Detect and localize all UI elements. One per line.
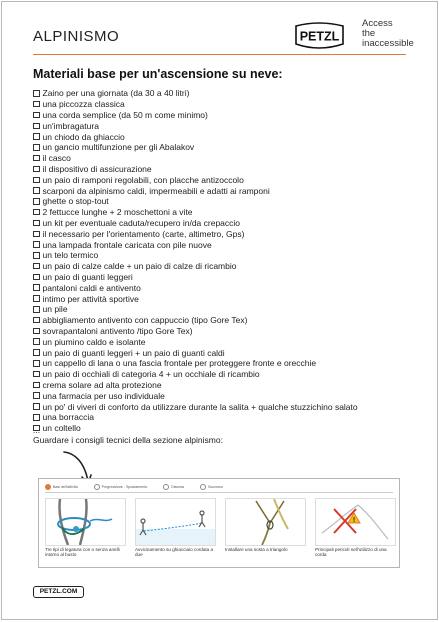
checklist-item (33, 120, 418, 131)
checkbox-icon[interactable] (33, 371, 40, 378)
checkbox-icon[interactable] (33, 198, 40, 205)
tab-progression[interactable] (94, 484, 148, 490)
checklist-item (33, 142, 418, 153)
tagline (362, 19, 432, 49)
checklist-item-label: un telo termico (42, 250, 99, 261)
checkbox-icon[interactable] (33, 101, 40, 108)
checkbox-icon[interactable] (33, 241, 40, 248)
checklist-item-label: il necessario per l'orientamento (carte, altimetro, Gps) (42, 228, 245, 239)
checkbox-icon[interactable] (33, 306, 40, 313)
checklist-item (33, 272, 418, 283)
technique-card-glacier[interactable] (135, 498, 216, 546)
checklist-item-label: sovrapantaloni antivento /tipo Gore Tex) (42, 325, 193, 336)
checklist-item-label: un paio di ramponi regolabili, con placche antizoccolo (42, 174, 244, 185)
tab-label: Basi dell'attività (53, 485, 78, 489)
checkbox-icon[interactable] (33, 166, 40, 173)
checkbox-icon[interactable] (33, 328, 40, 335)
checkbox-icon[interactable] (33, 338, 40, 345)
checkbox-icon[interactable] (33, 209, 40, 216)
checklist-item (33, 390, 418, 401)
checkbox-icon[interactable] (33, 263, 40, 270)
checklist-item (33, 185, 418, 196)
checklist-item (33, 207, 418, 218)
checklist-item (33, 88, 418, 99)
checklist-item-label: una borraccia (42, 412, 95, 423)
checklist-item-label: un po' di viveri di conforto da utilizzare durante la salita + qualche stuzzichino salato (42, 401, 358, 412)
checklist-item (33, 358, 418, 369)
technique-card-roping-up[interactable] (45, 498, 126, 546)
checkbox-icon[interactable] (33, 220, 40, 227)
footer-url[interactable]: PETZL.COM (33, 586, 84, 598)
checkbox-icon[interactable] (33, 274, 40, 281)
tabs-divider (45, 492, 393, 493)
checkbox-icon[interactable] (33, 144, 40, 151)
petzl-logo (292, 22, 347, 50)
rope-danger-icon (316, 499, 395, 545)
checklist-item-label: crema solare ad alta protezione (42, 379, 162, 390)
checklist-item-label: il casco (42, 153, 71, 164)
checklist-item (33, 304, 418, 315)
checklist-item (33, 293, 418, 304)
tab-rescue[interactable] (200, 484, 223, 490)
checklist-item-label: un chiodo da ghiaccio (42, 131, 125, 142)
card-caption: Installare una sosta a triangolo (225, 547, 288, 552)
tab-basics[interactable] (45, 484, 78, 490)
tab-dot-icon (200, 484, 206, 490)
checkbox-icon[interactable] (33, 360, 40, 367)
page-title: ALPINISMO (33, 28, 120, 45)
checklist (33, 88, 418, 434)
checklist-item (33, 336, 418, 347)
checklist-item-label: una farmacia per uso individuale (42, 390, 165, 401)
tab-dot-icon (94, 484, 100, 490)
checklist-item-label: una piccozza classica (42, 99, 125, 110)
checklist-item (33, 261, 418, 272)
tagline-line-3: inaccessible (362, 38, 414, 49)
checklist-item-label: il dispositivo di assicurazione (42, 163, 152, 174)
checklist-item (33, 196, 418, 207)
checklist-item-label: una lampada frontale caricata con pile nuove (42, 239, 212, 250)
checkbox-icon[interactable] (33, 392, 40, 399)
technical-advice-text: Guardare i consigli tecnici della sezione alpinismo: (33, 435, 223, 445)
checklist-item-label: pantaloni caldi e antivento (42, 282, 141, 293)
checklist-item-label: intimo per attività sportive (42, 293, 139, 304)
checklist-item (33, 423, 418, 434)
checklist-item (33, 228, 418, 239)
header (2, 2, 437, 62)
checklist-item (33, 326, 418, 337)
checklist-item-label: un paio di guanti leggeri (42, 271, 133, 282)
checklist-item-label: una corda semplice (da 50 m come minimo) (42, 109, 208, 120)
checklist-item (33, 347, 418, 358)
checkbox-icon[interactable] (33, 414, 40, 421)
tagline-line-1: Access (362, 18, 393, 29)
checklist-item (33, 412, 418, 423)
checkbox-icon[interactable] (33, 284, 40, 291)
checklist-item-label: un kit per eventuale caduta/recupero in/da crepaccio (42, 217, 241, 228)
checkbox-icon[interactable] (33, 349, 40, 356)
technique-card-rope-dangers[interactable] (315, 498, 396, 546)
checklist-item-label: un'imbragatura (42, 120, 99, 131)
svg-text:!: ! (352, 517, 356, 524)
checklist-heading: Materiali base per un'ascensione su neve: (33, 67, 283, 81)
tab-label: Discesa (171, 485, 184, 489)
checkbox-icon[interactable] (33, 252, 40, 259)
checklist-item (33, 110, 418, 121)
checklist-item-label: un paio di calze calde + un paio di calze di ricambio (42, 261, 237, 272)
checkbox-icon[interactable] (33, 177, 40, 184)
checklist-item-label: un paio di guanti leggeri + un paio di guanti caldi (42, 347, 225, 358)
checklist-item-label: scarponi da alpinismo caldi, impermeabili e adatti ai ramponi (42, 185, 270, 196)
checklist-item (33, 164, 418, 175)
checklist-item (33, 99, 418, 110)
checkbox-icon[interactable] (33, 133, 40, 140)
tagline-line-2: the (362, 28, 376, 39)
panel-tabs (45, 484, 223, 490)
checklist-item (33, 250, 418, 261)
checkbox-icon[interactable] (33, 382, 40, 389)
checklist-item-label: un paio di occhiali di categoria 4 + un occhiale di ricambio (42, 369, 260, 380)
checklist-item (33, 369, 418, 380)
checkbox-icon[interactable] (33, 112, 40, 119)
checklist-item-label: abbigliamento antivento con cappuccio (tipo Gore Tex) (42, 315, 248, 326)
checklist-item (33, 153, 418, 164)
checklist-item (33, 282, 418, 293)
logo-text: PETZL (299, 29, 340, 44)
anchor-triangle-icon (226, 499, 305, 545)
checklist-item (33, 131, 418, 142)
checklist-item-label: un gancio multifunzione per gli Abalakov (42, 142, 195, 153)
checklist-item (33, 380, 418, 391)
technique-card-anchor[interactable] (225, 498, 306, 546)
checklist-item-label: Zaino per una giornata (da 30 a 40 litri) (42, 88, 190, 99)
tab-label: Soccorso (208, 485, 223, 489)
alpinism-techniques-panel[interactable] (38, 478, 400, 568)
tab-dot-icon (45, 484, 51, 490)
card-caption: Tre tipi di legatura con o senza anelli intorno al busto (45, 547, 120, 558)
document-page (1, 1, 438, 620)
glacier-rope-team-icon (136, 499, 215, 545)
checklist-item-label: un pile (42, 304, 68, 315)
card-caption: Avvicinamento su ghiacciaio cordata a due (135, 547, 214, 558)
checklist-item (33, 315, 418, 326)
checkbox-icon[interactable] (33, 90, 40, 97)
checkbox-icon[interactable] (33, 155, 40, 162)
checkbox-icon[interactable] (33, 123, 40, 130)
checklist-item-label: un piumino caldo e isolante (42, 336, 146, 347)
header-divider (33, 54, 406, 55)
checklist-item (33, 174, 418, 185)
tab-label: Progressione - Spostamento (101, 485, 148, 489)
harness-rope-icon (46, 499, 125, 545)
checklist-item (33, 218, 418, 229)
checklist-item-label: ghette o stop-tout (42, 196, 109, 207)
card-caption: Principali pericoli nell'utilizzo di una corda (315, 547, 387, 558)
checklist-item-label: un coltello (42, 423, 81, 434)
checkbox-icon[interactable] (33, 231, 40, 238)
checkbox-icon[interactable] (33, 317, 40, 324)
checklist-item (33, 239, 418, 250)
ellipsis: ... (33, 425, 41, 435)
checkbox-icon[interactable] (33, 295, 40, 302)
checkbox-icon[interactable] (33, 403, 40, 410)
checklist-item-label: 2 fettucce lunghe + 2 moschettoni a vite (42, 207, 193, 218)
checklist-item (33, 401, 418, 412)
checklist-item-label: un cappello di lana o una fascia frontale per proteggere fronte e orecchie (42, 358, 317, 369)
tab-descent[interactable] (163, 484, 184, 490)
checkbox-icon[interactable] (33, 187, 40, 194)
tab-dot-icon (163, 484, 169, 490)
